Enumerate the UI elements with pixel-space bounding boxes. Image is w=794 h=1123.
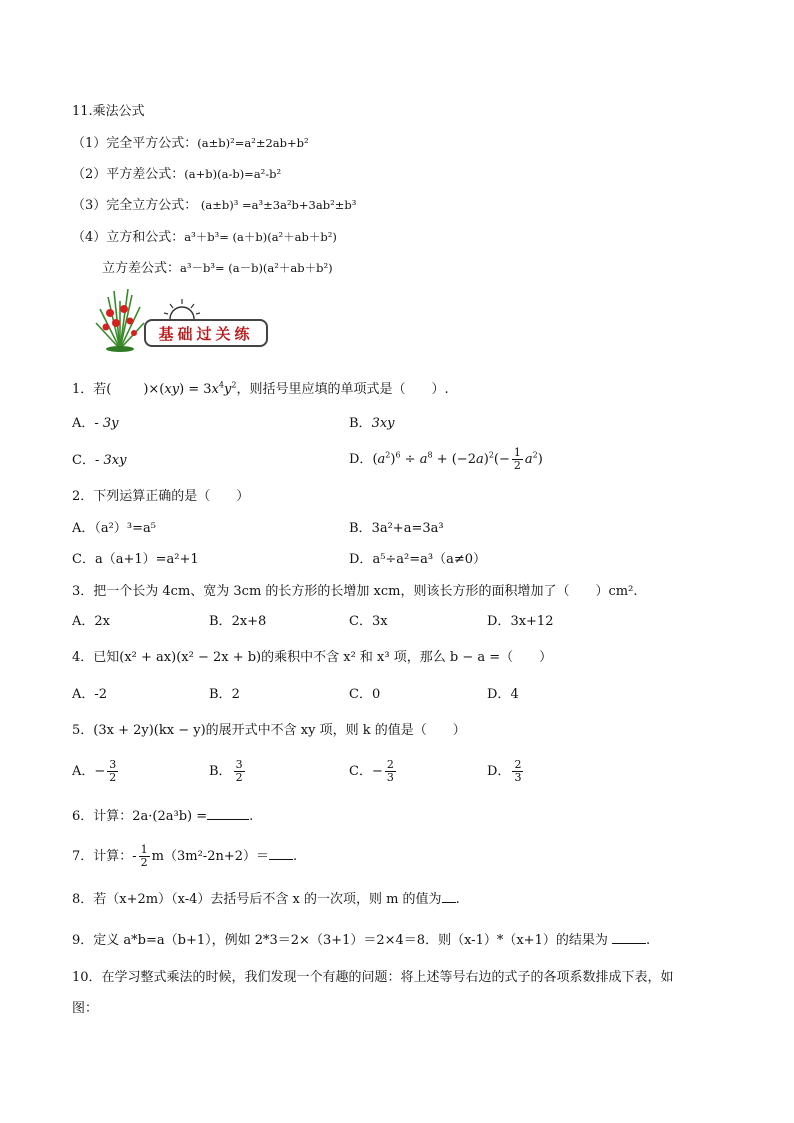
- q7-stem: 7．计算：- $\frac{1}{2}$ m（3m²-2n+2）＝ .: [72, 843, 298, 869]
- q3-stem: 3．把一个长为 4cm、宽为 3cm 的长方形的长增加 xcm，则该长方形的面积增加了（ ）cm².: [72, 584, 638, 599]
- q4-option-a[interactable]: A．-2: [72, 687, 108, 702]
- sun-icon: [162, 297, 202, 319]
- formula-difference-of-squares: （2）平方差公式：(a+b)(a-b)=a²-b²: [72, 167, 282, 182]
- formula-difference-of-cubes: 立方差公式：a³－b³= (a－b)(a²＋ab＋b²): [102, 261, 333, 276]
- q8-stem: 8．若（x+2m）（x-4）去括号后不含 x 的一次项，则 m 的值为 .: [72, 889, 460, 909]
- banner-title-box: [144, 319, 268, 347]
- q9-stem: 9．定义 a*b=a（b+1），例如 2*3＝2×（3+1）＝2×4＝8．则（x-1）*（x+1）的结果为 .: [72, 930, 650, 950]
- q7-answer-blank[interactable]: [269, 846, 293, 860]
- q5-option-d[interactable]: D． $\frac{2}{3}$: [487, 758, 522, 784]
- q2-option-b[interactable]: B．3a²+a=3a³: [349, 521, 444, 536]
- q3-option-a[interactable]: A．2x: [72, 614, 110, 629]
- banner-title: 基础过关练: [158, 324, 254, 343]
- q8-answer-blank[interactable]: [442, 889, 456, 903]
- q5-option-b[interactable]: B． $\frac{3}{2}$: [209, 758, 243, 784]
- q5-stem: 5．(3x + 2y)(kx − y)的展开式中不含 xy 项，则 k 的值是（ ）: [72, 723, 466, 738]
- q3-option-b[interactable]: B．2x+8: [209, 614, 267, 629]
- q4-option-d[interactable]: D．4: [487, 687, 519, 702]
- q10-stem-line2: 图：: [72, 1001, 99, 1016]
- q2-option-c[interactable]: C．a（a+1）=a²+1: [72, 552, 199, 567]
- formula-perfect-square: （1）完全平方公式：(a±b)²=a²±2ab+b²: [72, 136, 309, 151]
- q1-option-d[interactable]: D．$(a^2)^6 \div a^8 + (-2a)^2(-$ $\frac{1}{2}$ $a^2$): [349, 446, 543, 472]
- q3-option-d[interactable]: D．3x+12: [487, 614, 554, 629]
- formula-heading: 11.乘法公式: [72, 104, 145, 119]
- q4-option-b[interactable]: B．2: [209, 687, 240, 702]
- q1-stem: 1．若( )$\times(xy) = 3x^4y^2$，则括号里应填的单项式是（ ）.: [72, 380, 449, 397]
- section-banner: [90, 287, 275, 353]
- q2-option-a[interactable]: A．（a²）³=a⁵: [72, 521, 156, 536]
- flower-plant-icon: [90, 287, 150, 353]
- q5-option-c[interactable]: C．− $\frac{2}{3}$: [349, 758, 394, 784]
- q2-option-d[interactable]: D．a⁵÷a²=a³（a≠0）: [349, 552, 487, 567]
- q9-answer-blank[interactable]: [612, 930, 646, 944]
- q3-option-c[interactable]: C．3x: [349, 614, 388, 629]
- q1-option-c[interactable]: C．- 3xy: [72, 453, 127, 468]
- q1-option-a[interactable]: A．- 3y: [72, 416, 119, 431]
- formula-perfect-cube: （3）完全立方公式： (a±b)³ =a³±3a²b+3ab²±b³: [72, 198, 357, 213]
- q10-stem-line1: 10．在学习整式乘法的时候，我们发现一个有趣的问题：将上述等号右边的式子的各项系数排成下表，如: [72, 970, 674, 985]
- q4-option-c[interactable]: C．0: [349, 687, 381, 702]
- q4-stem: 4．已知(x² + ax)(x² − 2x + b)的乘积中不含 x² 和 x³ 项，那么 b − a =（ ）: [72, 650, 553, 665]
- q6-answer-blank[interactable]: [207, 806, 249, 820]
- q5-option-a[interactable]: A．− $\frac{3}{2}$: [72, 758, 117, 784]
- formula-sum-of-cubes: （4）立方和公式：a³＋b³= (a＋b)(a²＋ab＋b²): [72, 230, 337, 245]
- q6-stem: 6．计算：2a·(2a³b) = .: [72, 806, 253, 826]
- q1-option-b[interactable]: B．3xy: [349, 416, 395, 431]
- q2-stem: 2．下列运算正确的是（ ）: [72, 489, 250, 504]
